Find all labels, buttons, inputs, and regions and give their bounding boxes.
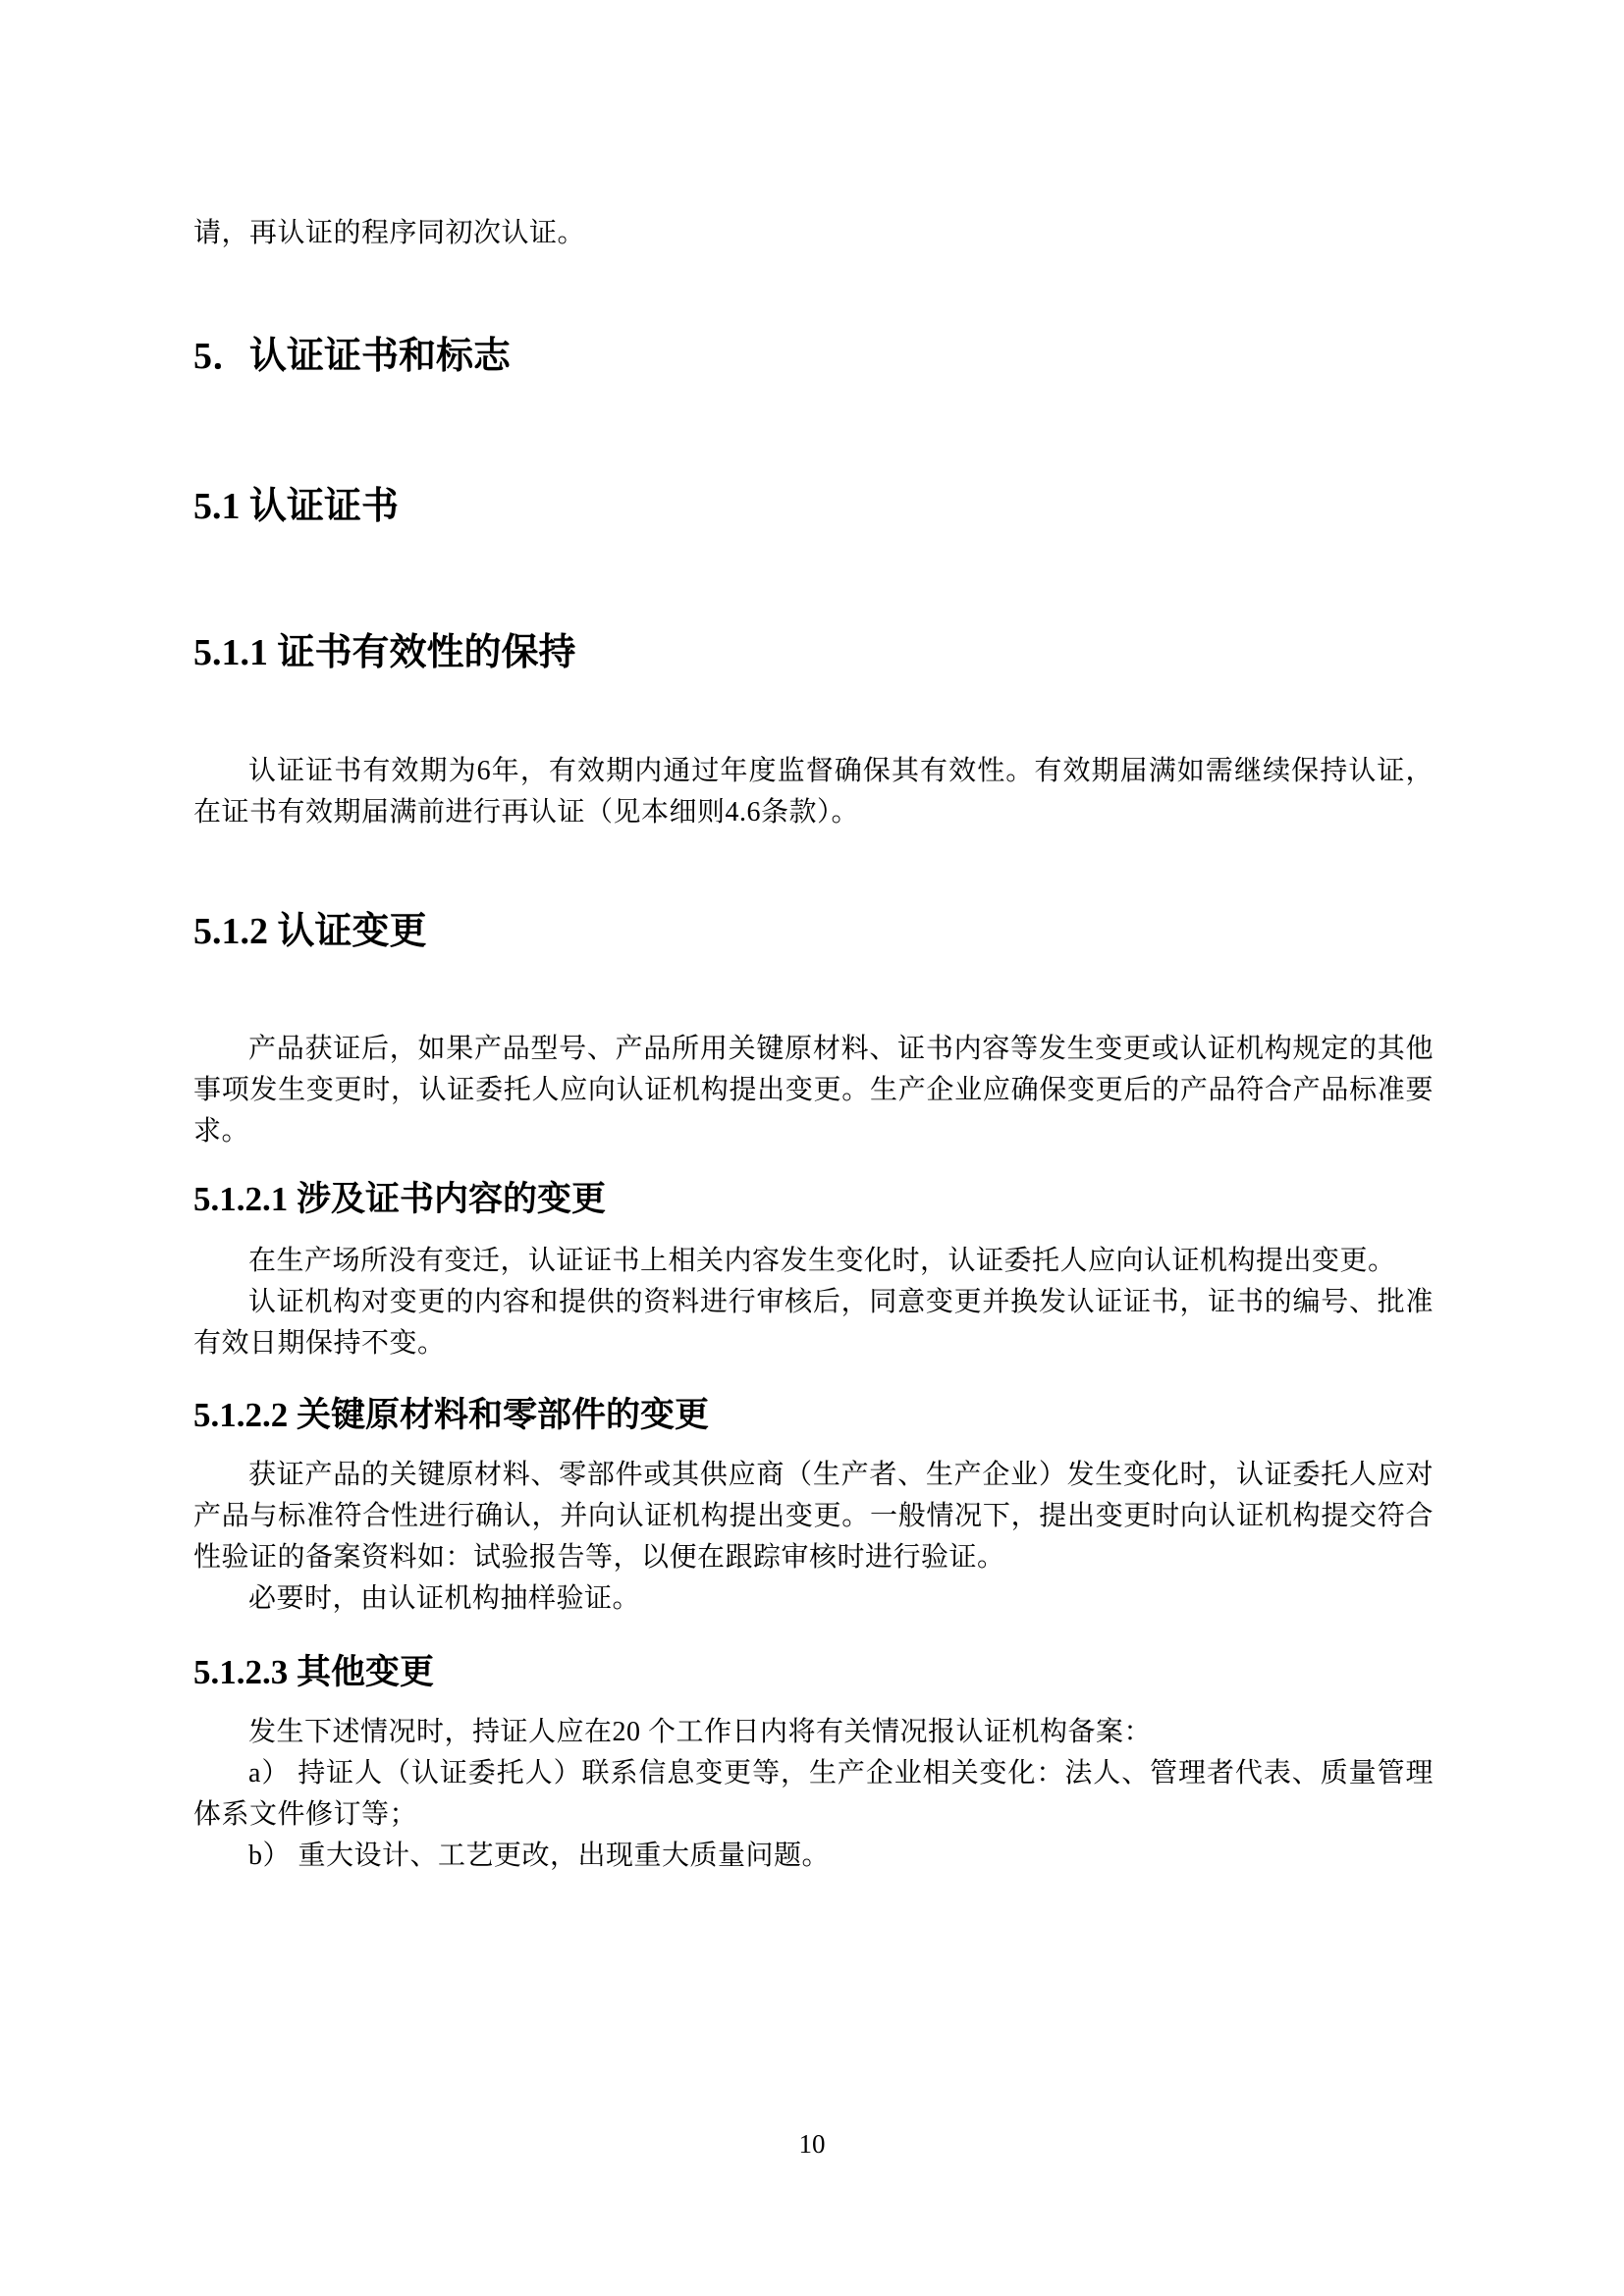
paragraph-5-1-1: 认证证书有效期为6年，有效期内通过年度监督确保其有效性。有效期届满如需继续保持认证，在证书有效期届满前进行再认证（见本细则4.6条款）。 bbox=[193, 756, 1434, 828]
heading-5-1-2-certification-changes: 5.1.2 认证变更 bbox=[193, 911, 427, 952]
paragraph-5-1-2-3-a: 发生下述情况时，持证人应在20 个工作日内将有关情况报认证机构备案： bbox=[248, 1717, 1153, 1747]
heading-5-1-2-2-key-materials-parts-changes: 5.1.2.2 关键原材料和零部件的变更 bbox=[193, 1396, 710, 1434]
paragraph-5-1-2-2-a: 获证产品的关键原材料、零部件或其供应商（生产者、生产企业）发生变化时，认证委托人应对产品与标准符合性进行确认，并向认证机构提出变更。一般情况下，提出变更时向认证机构提交符合性验证的备案资料如：试验报告等，以便在跟踪审核时进行验证。 bbox=[193, 1460, 1434, 1573]
continuation-paragraph: 请，再认证的程序同初次认证。 bbox=[193, 218, 586, 248]
page-number: 10 bbox=[798, 2129, 826, 2159]
heading-5-certificates-and-marks: 5．认证证书和标志 bbox=[193, 336, 512, 377]
paragraph-5-1-2-1-a: 在生产场所没有变迁，认证证书上相关内容发生变化时，认证委托人应向认证机构提出变更。 bbox=[248, 1246, 1396, 1276]
paragraph-5-1-2-3-item-b: b） 重大设计、工艺更改，出现重大质量问题。 bbox=[248, 1841, 831, 1871]
heading-5-1-2-1-certificate-content-changes: 5.1.2.1 涉及证书内容的变更 bbox=[193, 1180, 607, 1218]
heading-5-1-certificate: 5.1 认证证书 bbox=[193, 486, 400, 527]
paragraph-5-1-2-2-b: 必要时，由认证机构抽样验证。 bbox=[248, 1583, 641, 1614]
paragraph-5-1-2: 产品获证后，如果产品型号、产品所用关键原材料、证书内容等发生变更或认证机构规定的其他事项发生变更时，认证委托人应向认证机构提出变更。生产企业应确保变更后的产品符合产品标准要求。 bbox=[193, 1034, 1434, 1147]
paragraph-5-1-2-1-b: 认证机构对变更的内容和提供的资料进行审核后，同意变更并换发认证证书，证书的编号、批准有效日期保持不变。 bbox=[193, 1287, 1434, 1359]
heading-5-1-1-certificate-validity: 5.1.1 证书有效性的保持 bbox=[193, 632, 576, 673]
heading-5-1-2-3-other-changes: 5.1.2.3 其他变更 bbox=[193, 1653, 435, 1691]
paragraph-5-1-2-3-item-a: a） 持证人（认证委托人）联系信息变更等，生产企业相关变化：法人、管理者代表、质量管理体系文件修订等； bbox=[193, 1758, 1434, 1830]
